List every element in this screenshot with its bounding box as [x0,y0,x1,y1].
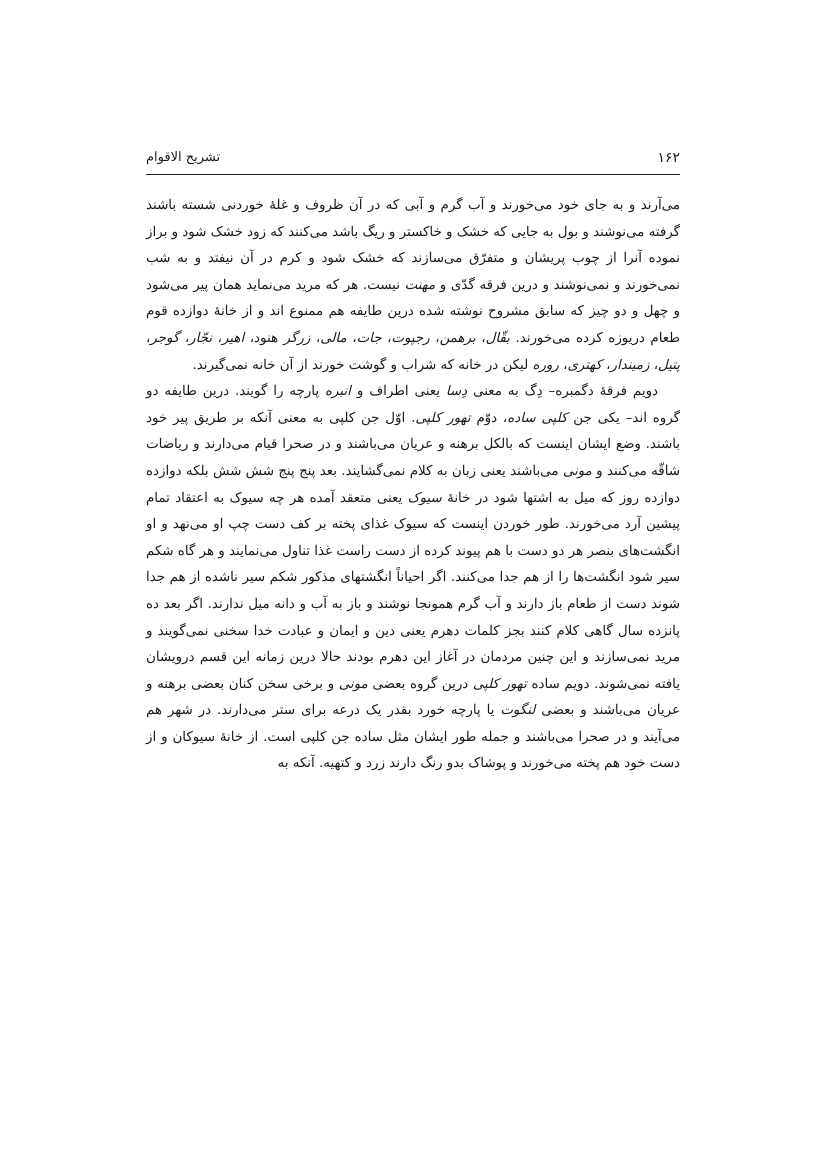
text-run: ، [381,330,392,346]
italic-term: مالی [320,330,347,346]
text-run: و برخی سخن کنان بعضی برهنه و عریان می‌باشند و بعضی [146,676,680,719]
paragraph [146,379,680,778]
text-run: ، [475,330,486,346]
italic-term: کلپی ساده [507,410,568,426]
italic-term: مهنت [404,277,436,293]
italic-term: تهور کلپی [472,676,527,692]
text-run: ، [649,357,659,373]
italic-term: سیوک [407,490,442,506]
italic-term: لنگوت [500,703,536,719]
text-run: می‌باشند یعنی زبان به کلام نمی‌گشایند. بعد پنج پنج شش شش بلکه دوازده دوازده روز که میل به اشتها شود در خانهٔ [146,463,680,506]
text-run: درین گروه بعضی [367,676,473,692]
italic-term: انبره [325,384,351,400]
italic-term: بقّال [485,330,510,346]
italic-term: زمیندار [610,357,650,373]
italic-term: نجّار [189,330,213,346]
body-text [146,193,680,778]
document-page [146,138,680,1118]
text-run: ، [310,330,321,346]
italic-term: مونی [562,463,592,479]
italic-term: مونی [338,676,368,692]
italic-term: رجپوت [391,330,430,346]
italic-term: روره [532,357,559,373]
text-run: یعنی متعقد آمده هر چه سیوک به اعتقاد تمام پیشین آرد می‌خورند. طور خوردن اینست که سیوک غذای پخته بر کف دست چپ او می‌نهد و او انگشت‌های بنصر هر دو دست با هم پیوند کرده از دست راست غذا تناول می‌نمایند و هر گاه شکم سیر شود انگشت‌ها را از هم جدا می‌کنند. اگر احیاناً انگشتهای مذکور شکم سیر ناشده از هم جدا شوند دست از طعام باز دارند و آب گرم همونجا نوشند و باز به آب و دانه میل ندارند. اگر بعد ده پانزده سال گاهی کلام کنند بجز کلمات دهرم یعنی دین و ایمان و عبادت خدا سخنی نمی‌گویند و مرید نمی‌سازند و این چنین مردمان در آغاز این دهرم بودند حالا درین زمانه این قسم درویشان یافته نمی‌شوند. دویم ساده [146,490,680,692]
italic-term: گوجر [150,330,180,346]
text-run: ، [429,330,440,346]
text-run: هنود، [244,330,284,346]
italic-term: کهتری [567,357,602,373]
italic-term: تهور کلپی [415,410,471,426]
text-run: دویم فرقهٔ دگمبره– دِگ به معنی [467,384,659,400]
text-run: یعنی اطراف و [350,384,446,400]
text-run: ، دوّم [470,410,508,426]
text-run: ، [146,330,151,346]
text-run: ، [179,330,190,346]
text-run: پارچه را گویند. درین طایفه دو گروه اند– یکی جن [146,384,681,426]
text-run: . اوّل جن کلپی به معنی آنکه بر طریق پیر خود باشند. وضع ایشان اینست که بالکل برهنه و عریان می‌باشند و در صحرا قیام می‌دارند و ریاضات شاقّه می‌کنند و [146,410,681,479]
italic-term: دِسا [445,384,468,400]
text-run: یا پارچه خورد بقدر یک درعه برای ستر می‌دارند. در شهر هم می‌آیند و در صحرا می‌باشند و جمله طور ایشان مثل ساده جن کلپی است. از خانهٔ سیوکان و از دست خود هم پخته می‌خورند و پوشاک بدو رنگ دارند زرد و کتهیه. آنکه به [146,703,680,772]
italic-term: برهمن [439,330,476,346]
page-header [146,138,680,175]
page-number: ۱۶۲ [657,150,680,166]
text-run: ، [601,357,611,373]
text-run: ، [346,330,357,346]
italic-term: زرگر [283,330,311,346]
paragraph [146,193,680,379]
italic-term: جات [356,330,382,346]
text-run: ، [558,357,568,373]
text-run: نیست. هر که مرید می‌نماید همان پیر می‌شود و چهل و دو چیز که سابق مشروح نوشته شده درین طایفه هم ممنوع اند و از خانهٔ دوازده قوم طعام دریوزه کرده می‌خورند. [146,277,680,346]
italic-term: اهیر [221,330,245,346]
text-run: لیکن در خانه که شراب و گوشت خورند از آن خانه نمی‌گیرند. [192,357,533,373]
italic-term: پتیل [658,357,680,373]
text-run: می‌آرند و به جای خود می‌خورند و آب گرم و آبی که در آن ظروف و غلهٔ خوردنی شسته باشند گرفته می‌نوشند و بول به جایی که خشک و خاکستر و ریگ باشد می‌کنند که زود خشک شود و براز نموده آنرا از چوب پریشان و متفرّق می‌سازند که خشک شود و کرم در آن نیفتد و به شب نمی‌خورند و نمی‌نوشند و درین فرقه گدّی و [146,198,680,293]
text-run: ، [212,330,222,346]
running-title: تشریح الاقوام [146,150,221,165]
